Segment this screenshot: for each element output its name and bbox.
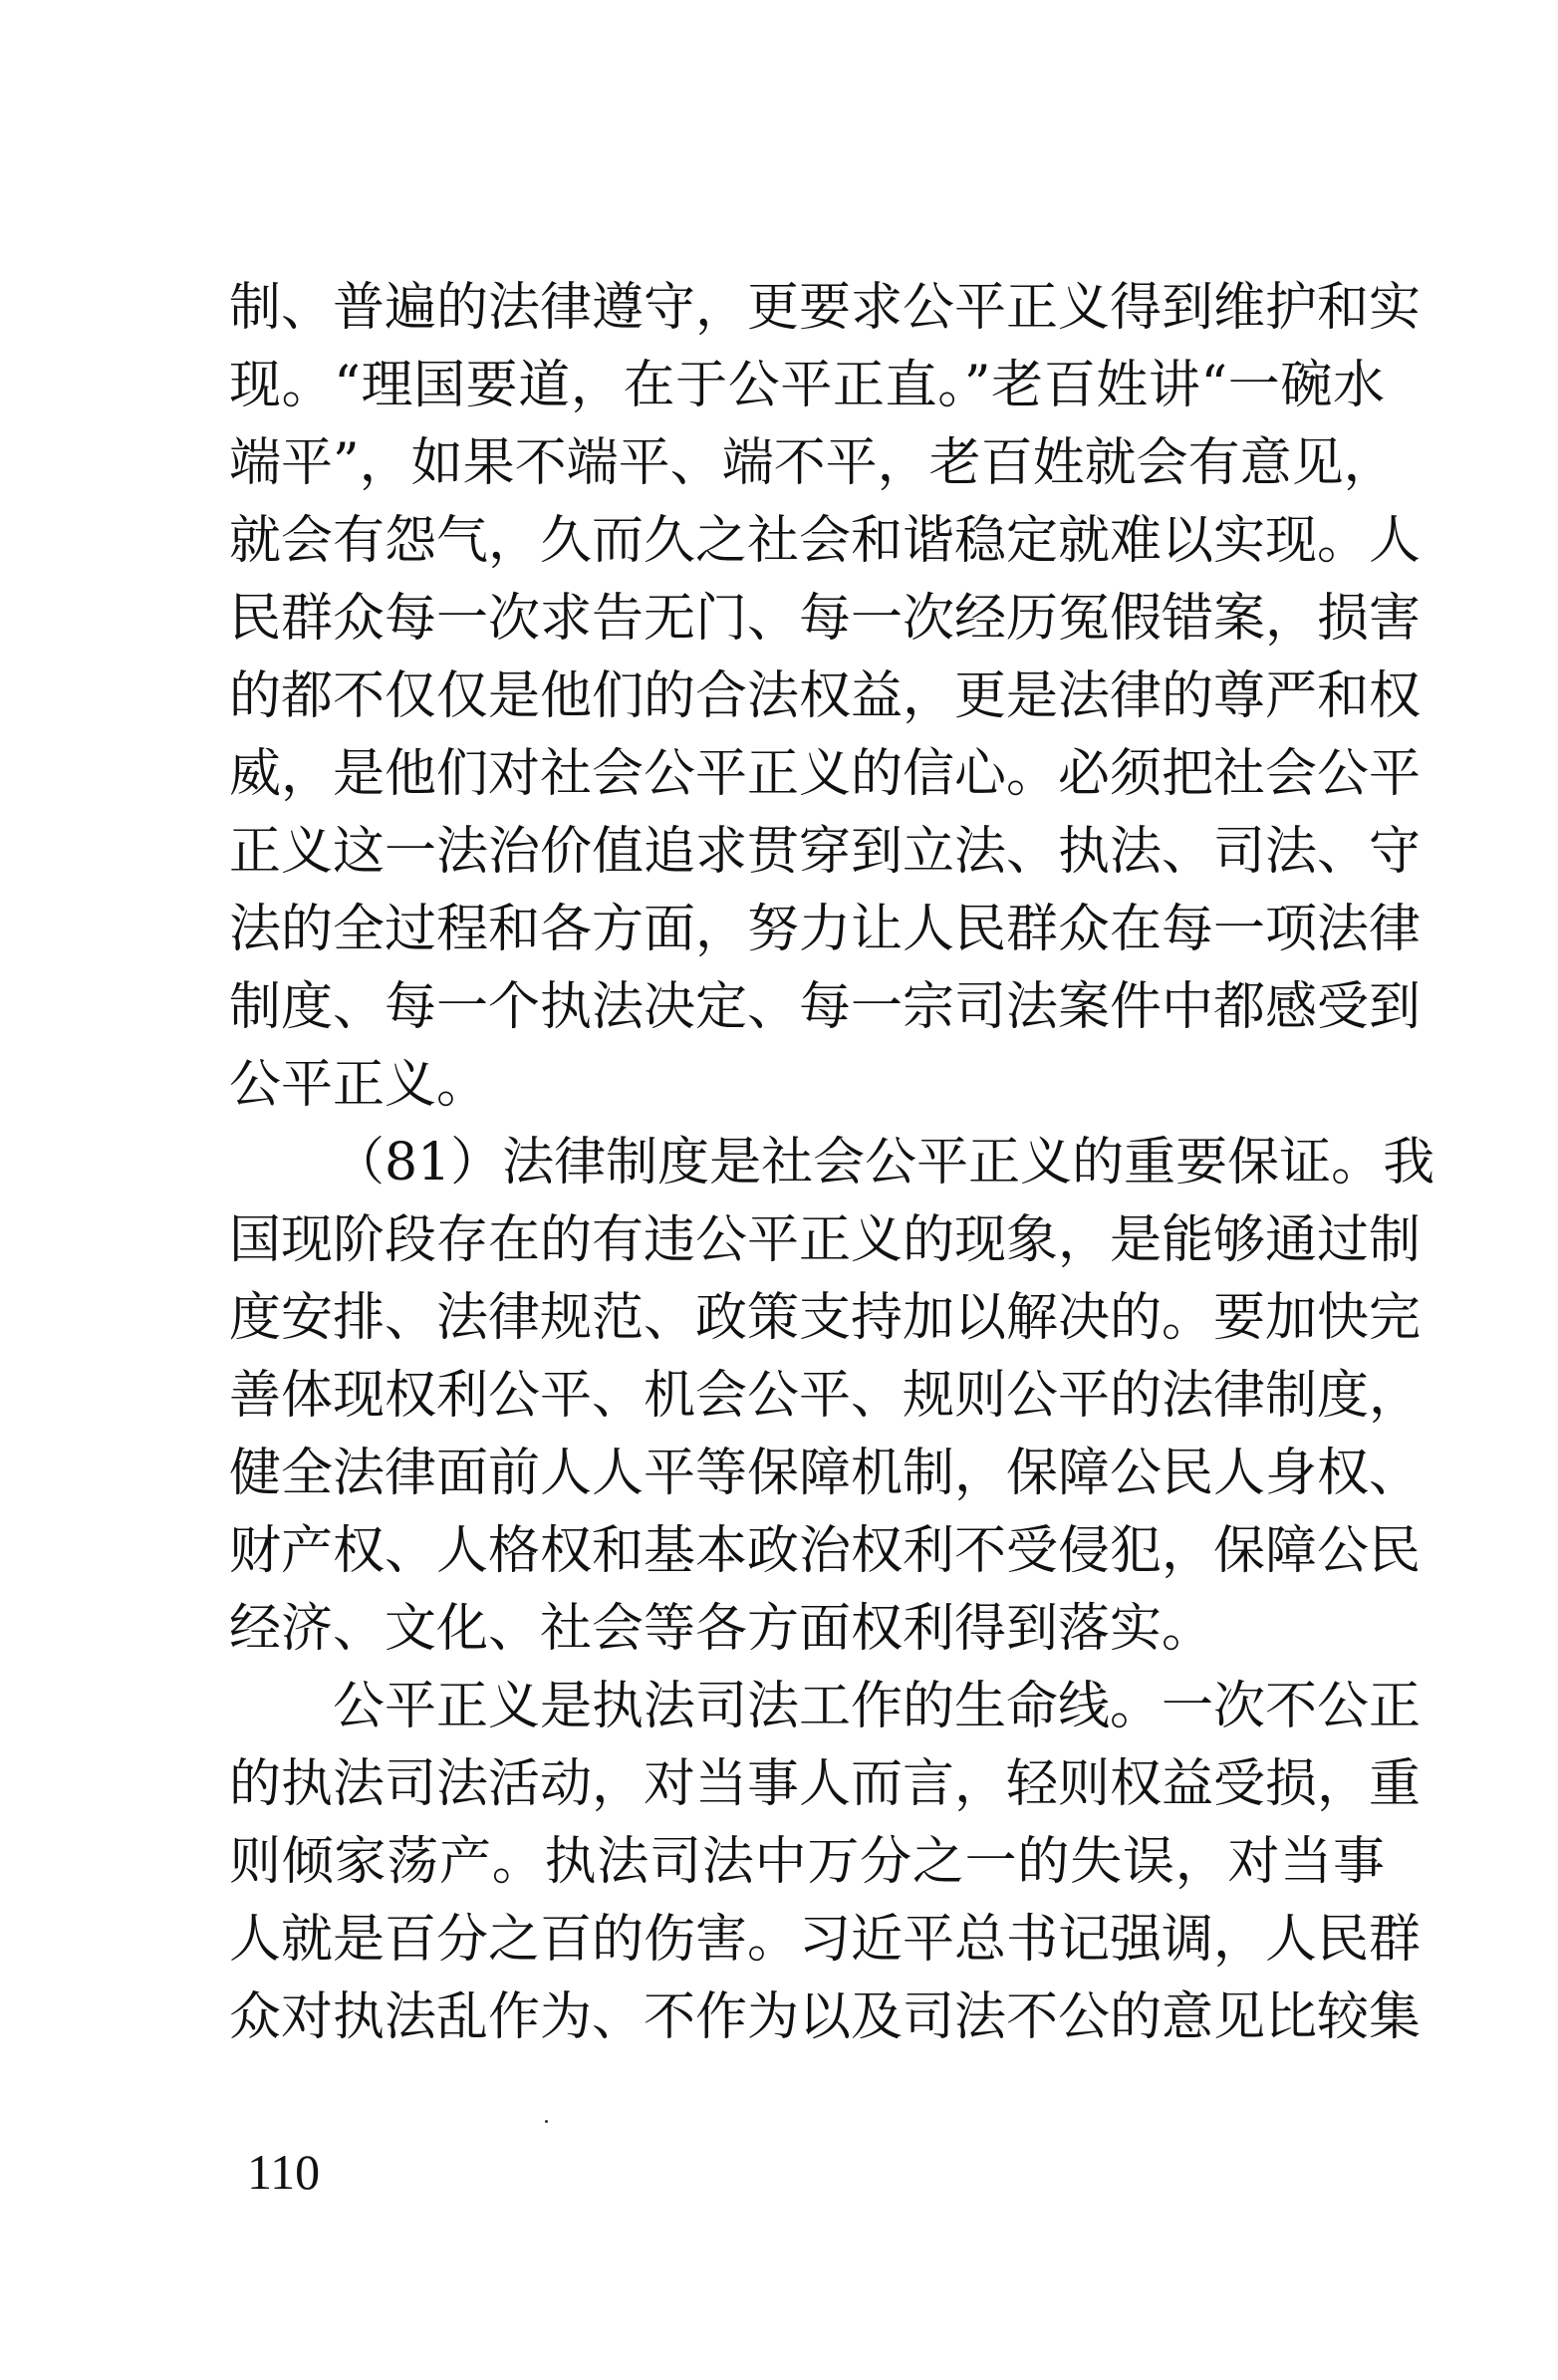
- text-line: 制度、每一个执法决定、每一宗司法案件中都感受到: [229, 977, 1422, 1037]
- text-line: 就会有怨气，久而久之社会和谐稳定就难以实现。人: [229, 511, 1422, 571]
- text-line: 法的全过程和各方面，努力让人民群众在每一项法律: [229, 900, 1422, 959]
- text-line: 众对执法乱作为、不作为以及司法不公的意见比较集: [229, 1987, 1422, 2047]
- text-line: 善体现权利公平、机会公平、规则公平的法律制度，: [229, 1366, 1422, 1426]
- text-line: 现。“理国要道，在于公平正直。”老百姓讲“一碗水: [229, 356, 1385, 415]
- text-line: 国现阶段存在的有违公平正义的现象，是能够通过制: [229, 1210, 1422, 1270]
- text-line: 度安排、法律规范、政策支持加以解决的。要加快完: [229, 1288, 1422, 1348]
- text-line: 健全法律面前人人平等保障机制，保障公民人身权、: [229, 1444, 1422, 1503]
- body-text: [229, 269, 1435, 2056]
- text-line: 民群众每一次求告无门、每一次经历冤假错案，损害: [229, 589, 1422, 649]
- paragraph-first-line: （81）法律制度是社会公平正义的重要保证。我: [333, 1133, 1435, 1192]
- text-line: 财产权、人格权和基本政治权利不受侵犯，保障公民: [229, 1521, 1422, 1581]
- text-line: 正义这一法治价值追求贯穿到立法、执法、司法、守: [229, 822, 1422, 882]
- text-line: 公平正义。: [229, 1055, 489, 1115]
- text-line: 威，是他们对社会公平正义的信心。必须把社会公平: [229, 744, 1422, 804]
- paragraph-first-line: 公平正义是执法司法工作的生命线。一次不公正: [333, 1677, 1422, 1736]
- text-line: 的都不仅仅是他们的合法权益，更是法律的尊严和权: [229, 666, 1422, 726]
- text-line: 经济、文化、社会等各方面权利得到落实。: [229, 1599, 1214, 1659]
- text-line: 则倾家荡产。执法司法中万分之一的失误，对当事: [229, 1832, 1385, 1892]
- text-line: 人就是百分之百的伤害。习近平总书记强调，人民群: [229, 1910, 1422, 1970]
- page-number: 110: [247, 2144, 321, 2200]
- text-line: 端平”，如果不端平、端不平，老百姓就会有意见，: [229, 433, 1396, 493]
- text-line: 制、普遍的法律遵守，更要求公平正义得到维护和实: [229, 278, 1422, 338]
- scan-speck: [545, 2120, 548, 2123]
- text-line: 的执法司法活动，对当事人而言，轻则权益受损，重: [229, 1754, 1422, 1814]
